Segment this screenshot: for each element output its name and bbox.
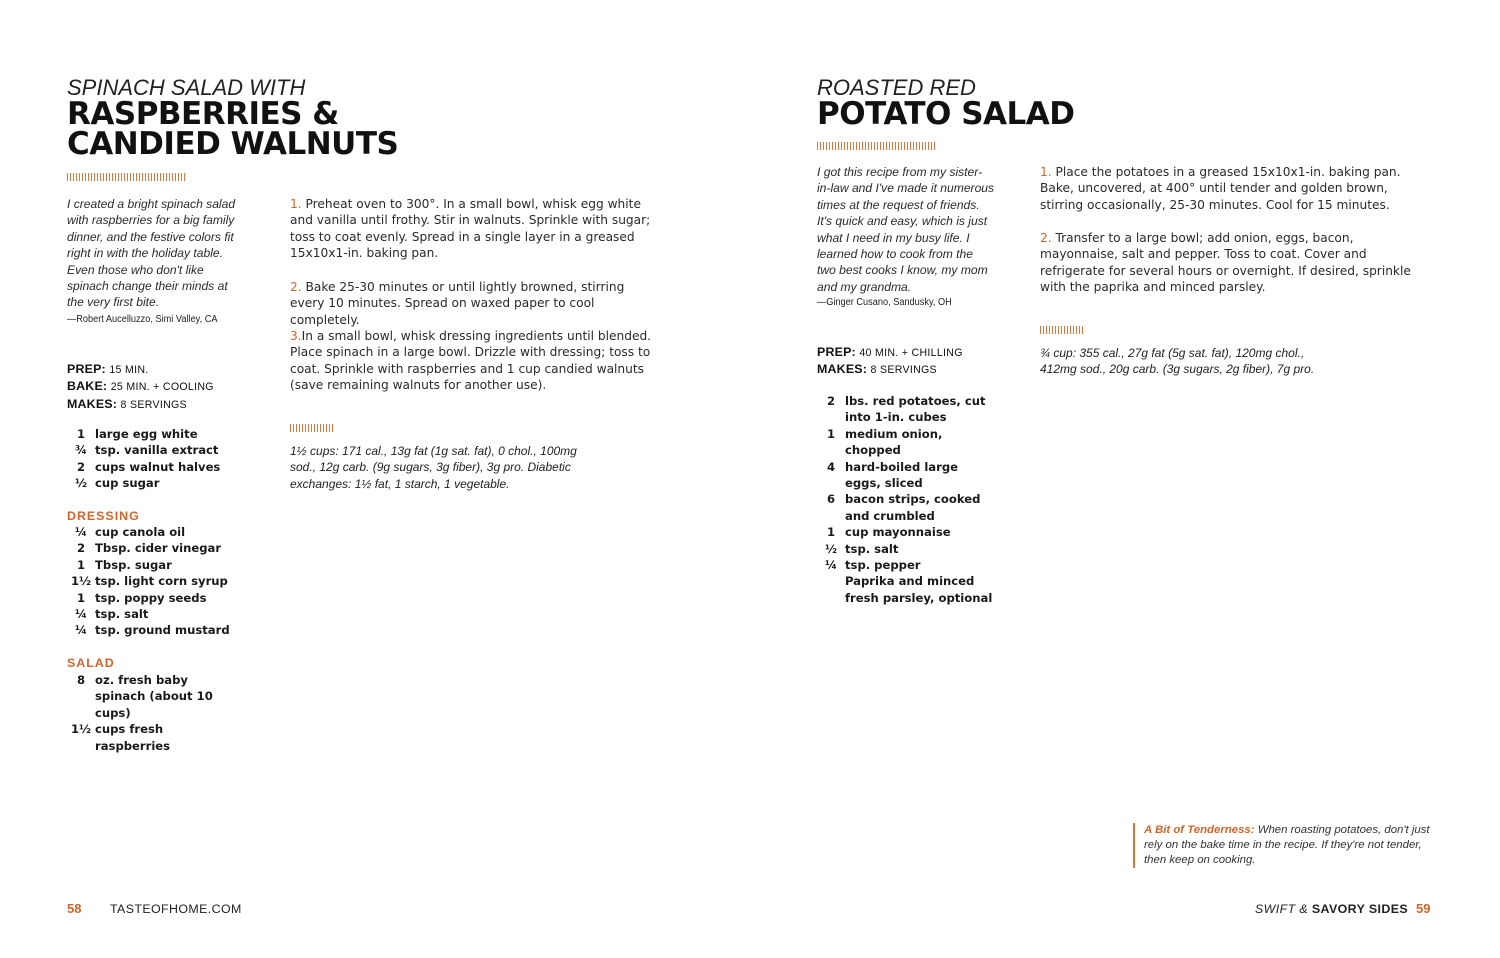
makes-value: 8 SERVINGS bbox=[870, 364, 937, 377]
tip-text: When roasting potatoes, don't just rely on the bake time in the recipe. If they're not tender, then keep on cooking. bbox=[1144, 824, 1430, 866]
ingredient-row: 6 bacon strips, cooked and crumbled bbox=[826, 492, 981, 523]
ingredient-row: 8 oz. fresh baby spinach (about 10 cups) bbox=[76, 673, 213, 720]
orange-tick-rule bbox=[1040, 326, 1084, 334]
recipe-intro: I created a bright spinach salad with raspberries for a big family dinner, and the festive colors fit right in with the holiday table. Even those who don't like spinach change their minds at the very first bite. bbox=[67, 197, 236, 310]
makes-label: MAKES: bbox=[67, 396, 118, 411]
recipe-intro: I got this recipe from my sister-in-law and I've made it numerous times at the request of friends. It's quick and easy, which is just what I need in my busy life. I learned how to cook from the two best cooks I know, my mom and my grandma. bbox=[817, 165, 995, 294]
ingredient-row: 1 tsp. poppy seeds bbox=[76, 590, 207, 605]
footer-section-bold: SAVORY SIDES bbox=[1311, 902, 1409, 916]
orange-tick-rule bbox=[817, 142, 935, 150]
orange-tick-rule bbox=[67, 173, 185, 181]
prep-value: 15 MIN. bbox=[109, 364, 149, 376]
ingredient-list bbox=[817, 393, 995, 606]
page-number: 58 bbox=[67, 901, 82, 916]
dressing-ingredient-list bbox=[67, 524, 247, 639]
recipe-byline: —Robert Aucelluzzo, Simi Valley, CA bbox=[67, 314, 218, 325]
ingredient-row: 2 Tbsp. cider vinegar bbox=[76, 541, 222, 556]
ingredient-list bbox=[67, 426, 247, 492]
footer-section bbox=[1255, 902, 1408, 916]
ingredient-row: ¾ tsp. vanilla extract bbox=[74, 443, 219, 458]
ingredient-row: 1½ cups fresh raspberries bbox=[70, 722, 171, 753]
nutrition-facts: 1½ cups: 171 cal., 13g fat (1g sat. fat), 0 chol., 100mg sod., 12g carb. (9g sugars, 3g fiber), 3g pro. Diabetic exchanges: 1½ fat, 1 starch, 1 vegetable. bbox=[290, 444, 577, 491]
ingredient-row: 1 large egg white bbox=[76, 427, 198, 441]
recipe-meta bbox=[67, 361, 214, 413]
ingredient-row: ½ tsp. salt bbox=[824, 541, 899, 556]
recipe-title: POTATO SALAD bbox=[817, 96, 1075, 132]
recipe-title-line: CANDIED WALNUTS bbox=[67, 126, 399, 162]
ingredient-row: 1 medium onion, chopped bbox=[826, 426, 943, 458]
recipe-title bbox=[67, 96, 399, 162]
prep-label: PREP: bbox=[817, 345, 856, 359]
ingredient-row: 2 lbs. red potatoes, cut into 1-in. cubes bbox=[826, 394, 986, 425]
ingredient-row: ¼ cup canola oil bbox=[74, 525, 186, 539]
footer-section-italic: SWIFT & bbox=[1255, 902, 1309, 916]
page-number: 59 bbox=[1416, 901, 1431, 916]
salad-ingredient-list bbox=[67, 672, 237, 754]
recipe-step: 1. Place the potatoes in a greased 15x10x1-in. baking pan. Bake, uncovered, at 400° until tender and golden brown, stirring occasionally, 25-30 minutes. Cool for 15 minutes. bbox=[1040, 165, 1401, 212]
recipe-step: 3.In a small bowl, whisk dressing ingredients until blended. Place spinach in a large bowl. Drizzle with dressing; toss to coat. Sprinkle with raspberries and 1 cup candied walnuts (save remaining walnuts for another use). bbox=[290, 329, 652, 393]
nutrition-facts: ¾ cup: 355 cal., 27g fat (5g sat. fat), 120mg chol., 412mg sod., 20g carb. (3g sugars, 2g fiber), 7g pro. bbox=[1040, 346, 1315, 377]
recipe-kicker: ROASTED RED bbox=[817, 75, 976, 100]
dressing-heading: DRESSING bbox=[67, 509, 140, 523]
orange-tick-rule bbox=[290, 424, 334, 432]
tip-title: A Bit of Tenderness: bbox=[1144, 824, 1255, 836]
recipe-meta bbox=[817, 344, 963, 379]
ingredient-row: 2 cups walnut halves bbox=[76, 459, 221, 474]
cooking-tip bbox=[1133, 823, 1434, 868]
ingredient-row: 1½ tsp. light corn syrup bbox=[70, 574, 228, 589]
recipe-kicker: SPINACH SALAD WITH bbox=[67, 75, 306, 100]
prep-value: 40 MIN. + CHILLING bbox=[859, 347, 963, 359]
ingredient-row: 4 hard-boiled large eggs, sliced bbox=[826, 459, 958, 491]
ingredient-row: 1 cup mayonnaise bbox=[826, 525, 951, 540]
ingredient-row: ¼ tsp. salt bbox=[74, 607, 149, 622]
bake-value: 25 MIN. + COOLING bbox=[110, 381, 214, 394]
ingredient-row: Paprika and minced fresh parsley, optional bbox=[845, 574, 993, 605]
makes-label: MAKES: bbox=[817, 362, 868, 377]
recipe-step: 2. Bake 25-30 minutes or until lightly browned, stirring every 10 minutes. Spread on waxed paper to cool completely. bbox=[290, 280, 625, 327]
ingredient-row: ½ cup sugar bbox=[74, 476, 160, 491]
footer-site: TASTEOFHOME.COM bbox=[110, 902, 242, 916]
ingredient-row: ¼ tsp. ground mustard bbox=[74, 623, 230, 638]
ingredient-row: ¼ tsp. pepper bbox=[824, 558, 921, 573]
recipe-step: 1. Preheat oven to 300°. In a small bowl, whisk egg white and vanilla until frothy. Stir in walnuts. Sprinkle with sugar; toss to coat evenly. Spread in a single layer in a greased 15x10x1-in. baking pan. bbox=[290, 197, 651, 261]
salad-heading: SALAD bbox=[67, 656, 115, 670]
recipe-step: 2. Transfer to a large bowl; add onion, eggs, bacon, mayonnaise, salt and pepper. Toss to coat. Cover and refrigerate for several hours or overnight. If desired, sprinkle with the paprika and minced parsley. bbox=[1040, 231, 1411, 295]
makes-value: 8 SERVINGS bbox=[120, 398, 187, 411]
prep-label: PREP: bbox=[67, 362, 106, 376]
recipe-title-line: RASPBERRIES & bbox=[67, 96, 339, 132]
recipe-byline: —Ginger Cusano, Sandusky, OH bbox=[817, 297, 952, 308]
ingredient-row: 1 Tbsp. sugar bbox=[76, 557, 172, 572]
bake-label: BAKE: bbox=[67, 379, 108, 394]
